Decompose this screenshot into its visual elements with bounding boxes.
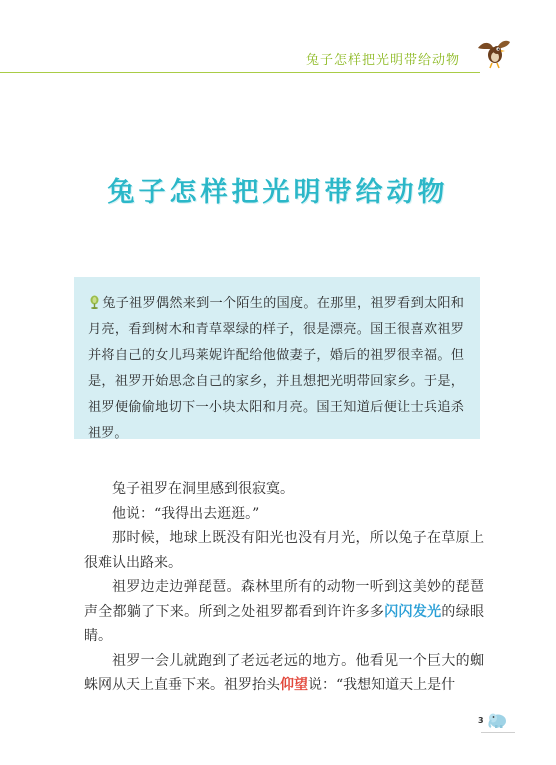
running-header-title: 兔子怎样把光明带给动物 xyxy=(305,53,460,68)
paragraph-5-text-end: 说：“我想知道天上是什 xyxy=(308,677,456,693)
chapter-title: 兔子怎样把光明带给动物 xyxy=(107,177,449,208)
header-rule xyxy=(0,72,480,73)
leaf-icon xyxy=(88,295,101,309)
paragraph-4-text-start: 祖罗边走边弹琵琶。森林里所有的动物一听到这美妙的琵琶声全都躺了下来。所到之处祖罗都看到许许多多 xyxy=(84,579,484,620)
page-number: 3 xyxy=(478,716,484,725)
summary-box xyxy=(74,277,480,439)
elephant-icon xyxy=(486,708,508,730)
highlight-look-up: 仰望 xyxy=(280,677,308,693)
paragraph-5 xyxy=(84,649,484,698)
paragraph-4 xyxy=(84,575,484,649)
summary-paragraph xyxy=(88,291,464,447)
highlight-shining: 闪闪发光 xyxy=(384,603,442,620)
paragraph-2: 他说：“我得出去逛逛。” xyxy=(112,505,260,522)
paragraph-4-text-end: 的绿眼睛。 xyxy=(84,603,485,644)
summary-text: 兔子祖罗偶然来到一个陌生的国度。在那里，祖罗看到太阳和月亮，看到树木和青草翠绿的样子，很是漂亮。国王很喜欢祖罗并将自己的女儿玛莱妮许配给他做妻子，婚后的祖罗很幸福。但是，祖罗开始思念自己的家乡，并且想把光明带回家乡。于是，祖罗便偷偷地切下一小块太阳和月亮。国王知道后便让士兵追杀祖罗。 xyxy=(88,296,464,441)
paragraph-1: 兔子祖罗在洞里感到很寂寞。 xyxy=(112,481,294,497)
bird-icon xyxy=(474,34,514,70)
paragraph-5-text-start: 祖罗一会儿就跑到了老远老远的地方。他看见一个巨大的蜘蛛网从天上直垂下来。祖罗抬头 xyxy=(84,652,484,693)
footer-rule xyxy=(481,732,515,733)
paragraph-3: 那时候，地球上既没有阳光也没有月光，所以兔子在草原上很难认出路来。 xyxy=(84,530,484,571)
story-body xyxy=(84,477,484,698)
